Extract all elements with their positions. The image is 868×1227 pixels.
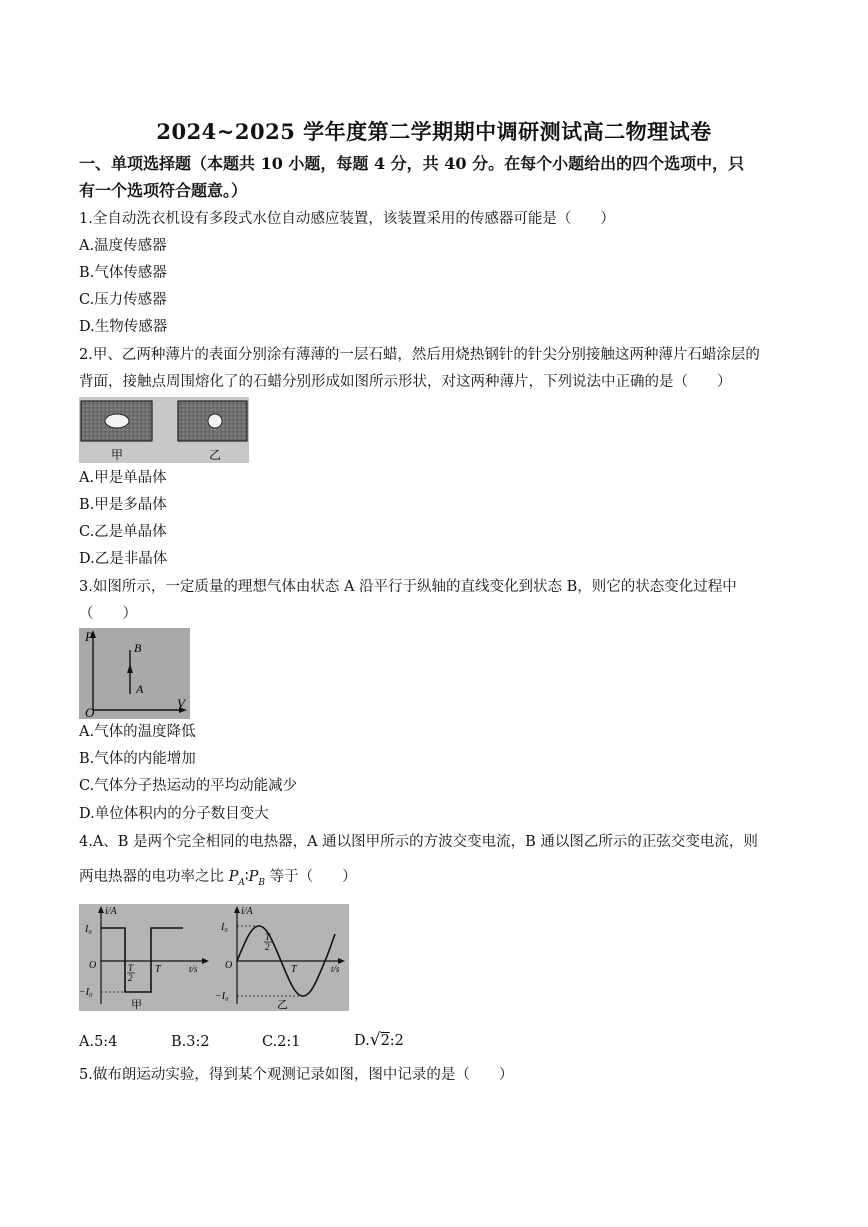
- q4-ratio-pa-sub: A: [238, 877, 245, 888]
- q2-option-b: B.甲是多晶体: [79, 497, 167, 513]
- q2-label-jia: 甲: [110, 448, 124, 462]
- section-heading-line-1: 一、单项选择题（本题共 10 小题，每题 4 分，共 40 分。在每个小题给出的四个选项中，只: [79, 154, 745, 173]
- q3-stem-line-2: （ ）: [79, 606, 137, 622]
- q4-right-i0: I₀: [221, 922, 228, 933]
- q3-stem-line-1: 3.如图所示，一定质量的理想气体由状态 A 沿平行于纵轴的直线变化到状态 B，则它的状态变化过程中: [79, 579, 737, 595]
- q4-left-x-arrow: [202, 958, 209, 964]
- q4-stem-line-2: [79, 867, 799, 893]
- page-title: 2024~2025 学年度第二学期期中调研测试高二物理试卷: [156, 119, 712, 144]
- q1-stem: 1.全自动洗衣机设有多段式水位自动感应装置，该装置采用的传感器可能是（ ）: [79, 211, 615, 227]
- q4-option-d-prefix: D.: [354, 1033, 370, 1049]
- q4-left-t-half-num: T: [128, 963, 134, 973]
- q1-option-b: B.气体传感器: [79, 265, 167, 281]
- q4-right-x-label: t/s: [331, 964, 340, 974]
- q4-option-d-radical: √: [369, 1030, 381, 1050]
- q4-left-y-label: i/A: [105, 906, 117, 917]
- q4-option-c: C.2:1: [262, 1034, 301, 1050]
- q2-option-a: A.甲是单晶体: [79, 470, 167, 486]
- q4-left-t: T: [155, 964, 161, 975]
- q3-label-p: P: [85, 629, 93, 644]
- q1-option-d: D.生物传感器: [79, 319, 168, 335]
- q4-label-yi: 乙: [277, 998, 288, 1011]
- section-heading-line-2: 有一个选项符合题意。）: [79, 181, 248, 200]
- q4-left-t-half-den: 2: [128, 973, 133, 983]
- q4-right-y-arrow: [234, 906, 240, 913]
- q4-stem-line-1: 4.A、B 是两个完全相同的电热器，A 通以图甲所示的方波交变电流，B 通以图乙所示的正弦交变电流，则: [79, 834, 758, 850]
- q4-right-t-half-den: 2: [265, 942, 270, 952]
- q4-option-d-radicand: 2: [380, 1033, 390, 1049]
- q4-sine-wave-graph: [215, 906, 345, 1011]
- q2-stem-line-2: 背面，接触点周围熔化了的石蜡分别形成如图所示形状，对这两种薄片，下列说法中正确的是（ ）: [79, 374, 732, 390]
- q4-ratio-colon: ∶: [244, 869, 249, 885]
- q3-option-c: C.气体分子热运动的平均动能减少: [79, 778, 298, 794]
- q4-option-d-suffix: :2: [389, 1033, 404, 1049]
- q4-option-a: A.5:4: [79, 1034, 118, 1050]
- q4-left-i0: I₀: [85, 924, 92, 935]
- q3-option-b: B.气体的内能增加: [79, 751, 196, 767]
- q4-right-y-label: i/A: [241, 906, 253, 917]
- q2-label-yi: 乙: [208, 448, 222, 462]
- q4-current-figures: [79, 904, 349, 1011]
- q3-label-a: A: [136, 682, 144, 696]
- q4-option-d: [354, 1030, 404, 1051]
- q3-option-d: D.单位体积内的分子数目变大: [79, 806, 269, 822]
- q2-wax-figure: [79, 397, 249, 463]
- q3-pv-diagram: [79, 628, 190, 719]
- q4-right-origin: O: [225, 960, 233, 971]
- q2-circle-melt: [208, 414, 222, 428]
- q4-left-origin: O: [89, 960, 97, 971]
- q4-ratio-pb: P: [248, 869, 259, 885]
- q3-label-b: B: [134, 641, 142, 655]
- q4-label-jia: 甲: [131, 998, 142, 1011]
- q4-square-wave-graph: [79, 906, 209, 1011]
- q3-label-o: O: [85, 705, 95, 719]
- q3-option-a: A.气体的温度降低: [79, 724, 196, 740]
- q4-right-t: T: [291, 964, 297, 975]
- q2-ellipse-melt: [105, 414, 129, 428]
- q4-square-wave: [101, 928, 183, 992]
- q2-option-d: D.乙是非晶体: [79, 551, 168, 567]
- q4-ratio-pa: P: [228, 869, 239, 885]
- q4-option-b: B.3:2: [171, 1034, 210, 1050]
- q2-stem-line-1: 2.甲、乙两种薄片的表面分别涂有薄薄的一层石蜡，然后用烧热钢针的针尖分别接触这两种薄片石蜡涂层的: [79, 347, 760, 363]
- q4-left-neg-i0: −I₀: [79, 987, 93, 998]
- q4-ratio-pb-sub: B: [258, 877, 266, 888]
- q4-left-x-label: t/s: [189, 964, 198, 974]
- q4-right-neg-i0: −I₀: [215, 991, 229, 1002]
- q4-right-t-half-num: T: [265, 932, 271, 942]
- q2-option-c: C.乙是单晶体: [79, 524, 167, 540]
- q4-stem-suffix: 等于（ ）: [265, 869, 357, 885]
- q3-process-arrow: [127, 664, 133, 673]
- q5-stem: 5.做布朗运动实验，得到某个观测记录如图，图中记录的是（ ）: [79, 1067, 514, 1083]
- q1-option-a: A.温度传感器: [79, 238, 167, 254]
- q1-option-c: C.压力传感器: [79, 292, 167, 308]
- q4-left-y-arrow: [98, 906, 104, 913]
- q4-stem-prefix: 两电热器的电功率之比: [79, 869, 229, 885]
- q3-label-v: V: [177, 696, 185, 711]
